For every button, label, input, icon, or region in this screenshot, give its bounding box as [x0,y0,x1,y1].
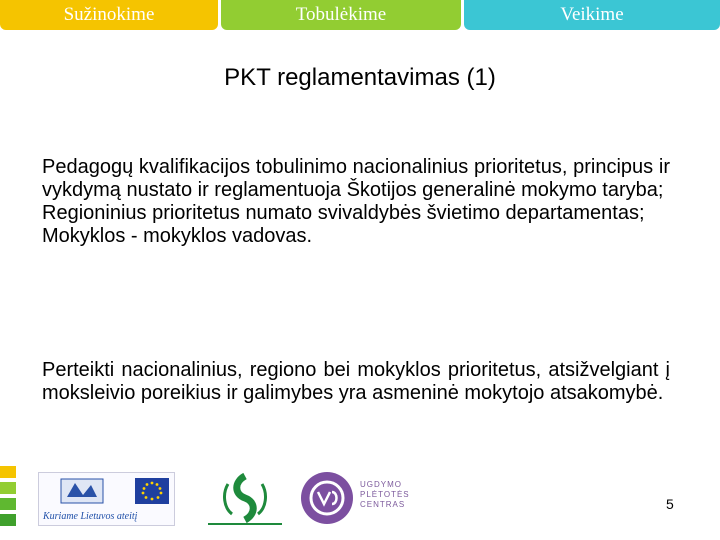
upc-logo [298,470,408,526]
ministry-logo [204,468,286,528]
tab-tobulekime[interactable]: Tobulėkime [221,0,461,30]
paragraph-line: Perteikti nacionalinius, regiono bei mokyklos prioritetus, atsižvelgiant į moksleivio poreikius ir galimybes yra asmeninė mokytojo atsakomybė. [42,359,670,404]
tab-suzinokime[interactable]: Sužinokime [0,0,218,30]
top-tabs [0,0,720,32]
side-color-strip [0,466,16,530]
strip-block [0,466,16,478]
paragraph-responsibility [42,359,670,405]
upc-emblem-icon [298,470,356,526]
tab-veikime[interactable]: Veikime [464,0,720,30]
ministry-emblem-icon [204,468,286,528]
strip-block [0,498,16,510]
strip-block [0,482,16,494]
paragraph-line: Regioninius prioritetus numato svivaldybės švietimo departamentas; [42,202,645,224]
paragraph-regulation [42,156,670,248]
esf-emblem-icon [39,473,174,509]
slide-title: PKT reglamentavimas (1) [224,64,496,91]
paragraph-line: Pedagogų kvalifikacijos tobulinimo nacionalinius prioritetus, principus ir vykdymą nustato ir reglamentuoja Škotijos generalinė mokymo taryba; [42,156,670,201]
paragraph-line: Mokyklos - mokyklos vadovas. [42,225,313,247]
esf-logo [38,472,175,526]
page-number: 5 [666,496,674,512]
esf-slogan: Kuriame Lietuvos ateitį [43,511,138,522]
upc-name: UGDYMO PLĖTOTĖS CENTRAS [360,480,410,509]
strip-block [0,514,16,526]
